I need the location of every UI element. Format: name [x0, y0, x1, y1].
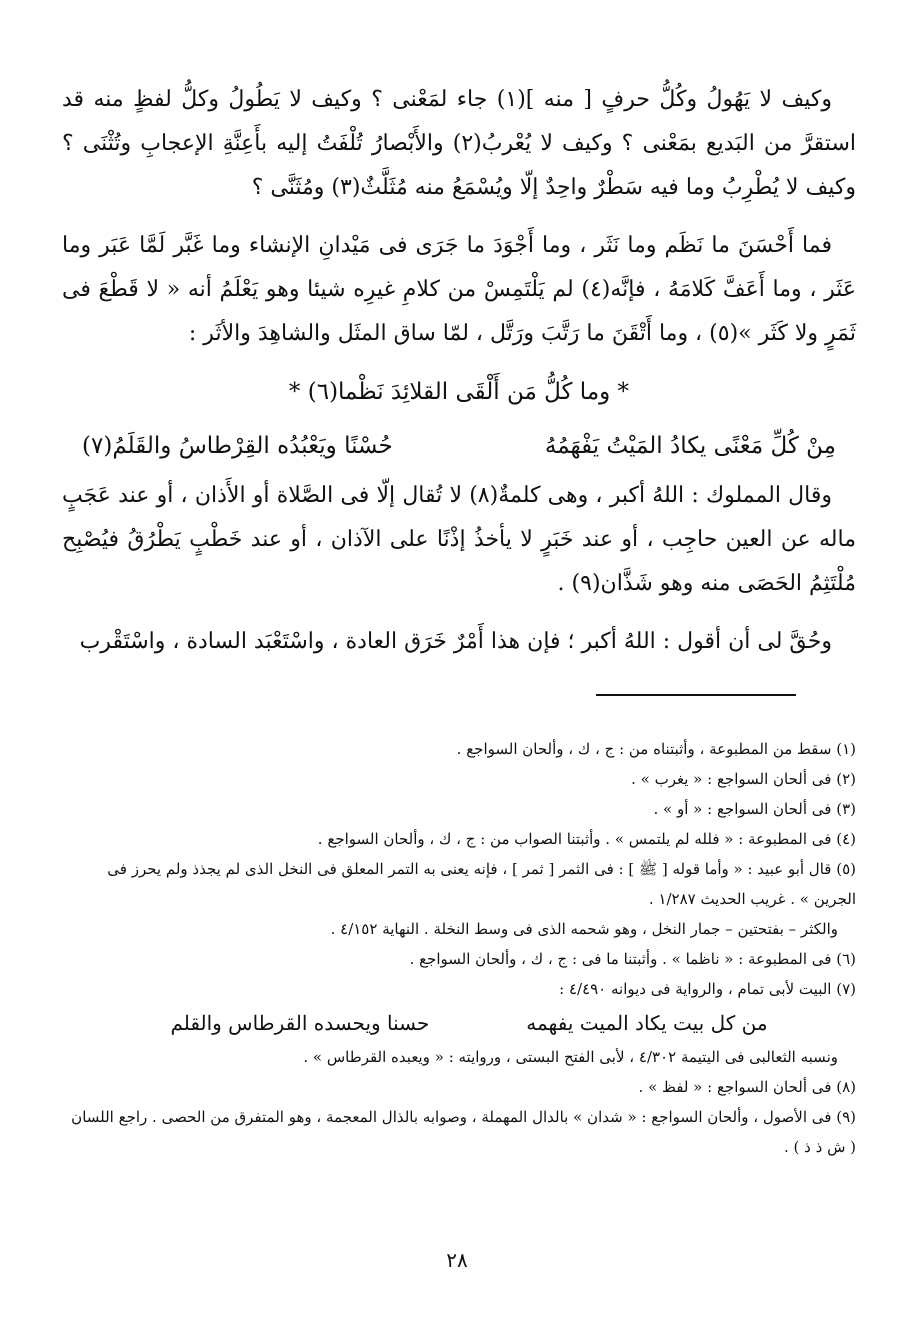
page-number: ٢٨	[446, 1248, 468, 1272]
footnote-2: (٢) فى ألحان السواجع : « يغرب » .	[631, 770, 856, 788]
footnote-8: (٨) فى ألحان السواجع : « لفظ » .	[638, 1078, 856, 1096]
footnote-verse-second: حسنا ويحسده القرطاس والقلم	[170, 1011, 430, 1035]
verse-hemistich: * وما كُلُّ مَن أَلْقَى القلائِدَ نَظْما(٦) *	[288, 379, 630, 405]
footnote-3: (٣) فى ألحان السواجع : « أو » .	[653, 800, 856, 818]
footnote-6: (٦) فى المطبوعة : « ناظما » . وأثبتنا ما فى : ج ، ك ، وألحان السواجع .	[409, 950, 856, 968]
paragraph-1: وكيف لا يَهُولُ وكُلُّ حرفٍ [ منه ](١) جاء لمَعْنى ؟ وكيف لا يَطُولُ وكلُّ لفظٍ منه قد استقرَّ من البَديع بمَعْنى ؟ وكيف لا يُعْربُ(٢) والأَبْصارُ تُلْفَتُ إليه بأَعِنَّةِ الإعجابِ وتُثْنَى ؟ وكيف لا يُطْرِبُ وما فيه سَطْرٌ واحِدٌ إلّا ويُسْمَعُ منه مُثَلَّثٌ(٣) ومُثَنَّى ؟	[62, 87, 856, 200]
footnote-5-continuation: والكثر – بفتحتين – جمار النخل ، وهو شحمه الذى فى وسط النخلة . النهاية ٤/١٥٢ .	[330, 920, 838, 938]
footnote-verse-first: من كل بيت يكاد الميت يفهمه	[526, 1011, 768, 1035]
couplet-first-hemistich: مِنْ كُلِّ مَعْنًى يكادُ المَيْتُ يَفْهَمُهُ	[544, 433, 836, 459]
paragraph-3: وقال المملوك : اللهُ أكبر ، وهى كلمةٌ(٨) لا تُقال إلّا فى الصَّلاة أو الأَذان ، أو عند عَجَبٍ ماله عن العين حاجِب ، أو عند خَبَرٍ لا يأخذُ إذْنًا على الآذان ، أو عند خَطْبٍ يَطْرُقُ فيُصْبِح مُلْتَثِمُ الحَصَى منه وهو شَذَّان(٩) .	[62, 483, 856, 596]
verse-couplet	[62, 424, 856, 468]
paragraph-2: فما أَحْسَنَ ما نَظَم وما نَثَر ، وما أَجْوَدَ ما جَرَى فى مَيْدانِ الإنشاء وما غَبَّر لَمَّا عَبَر وما عَثَر ، وما أَعَفَّ كَلامَهُ ، فإنَّه(٤) لم يَلْتَمِسْ من كلامِ غيرِه شيئا وهو يَعْلَمُ أنه « لا قَطْعَ فى ثَمَرٍ ولا كَثَر »(٥) ، وما أَتْقَنَ ما رَتَّبَ ورَتَّل ، لمّا ساق المثَل والشاهِدَ والأثَر :	[62, 233, 857, 346]
couplet-second-hemistich: حُسْنًا ويَعْبُدُه القِرْطاسُ والقَلَمُ(٧)	[82, 433, 393, 459]
footnotes	[62, 734, 856, 1162]
paragraph-4: وحُقَّ لى أن أقول : اللهُ أكبر ؛ فإن هذا أَمْرٌ خَرَق العادة ، واسْتَعْبَد السادة ، واسْتَقْرب	[79, 629, 832, 654]
footnote-4: (٤) فى المطبوعة : « فلله لم يلتمس » . وأثبتنا الصواب من : ج ، ك ، وألحان السواجع .	[317, 830, 856, 848]
footnote-9: (٩) فى الأصول ، وألحان السواجع : « شدان » بالدال المهملة ، وصوابه بالذال المعجمة ، وهو المتفرق من الحصى . راجع اللسان ( ش ذ ذ ) .	[71, 1108, 856, 1156]
main-text	[62, 78, 856, 678]
footnote-7-continuation: ونسبه الثعالبى فى اليتيمة ٤/٣٠٢ ، لأبى الفتح البستى ، وروايته : « ويعبده القرطاس » .	[303, 1048, 838, 1066]
footnote-1: (١) سقط من المطبوعة ، وأثبتناه من : ج ، ك ، وألحان السواجع .	[456, 740, 856, 758]
footnote-7: (٧) البيت لأبى تمام ، والرواية فى ديوانه ٤/٤٩٠ :	[559, 980, 856, 998]
footnote-7-verse	[122, 1004, 816, 1042]
footnote-separator	[596, 694, 796, 696]
footnote-5: (٥) قال أبو عبيد : « وأما قوله [ ﷺ ] : فى الثمر [ ثمر ] ، فإنه يعنى به التمر المعلق فى النخل الذى لم يجذذ ولم يحرز فى الجرين » . غريب الحديث ١/٢٨٧ .	[107, 860, 856, 908]
